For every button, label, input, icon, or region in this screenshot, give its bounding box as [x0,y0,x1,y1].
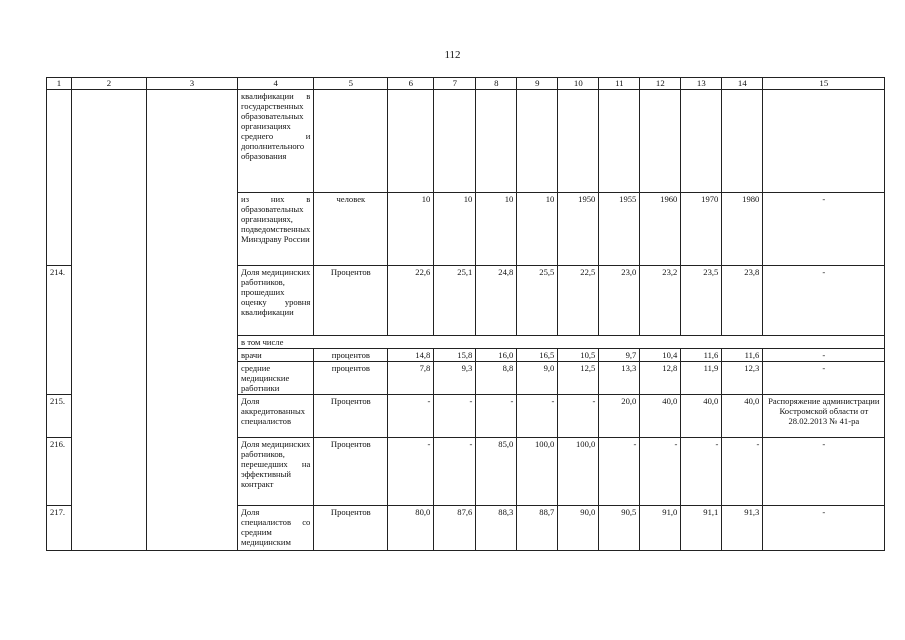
note [763,90,885,193]
value-cell: 24,8 [476,266,517,336]
page-number: 112 [444,49,461,61]
value-cell: - [434,438,476,506]
value-cell [517,90,558,193]
value-cell: 91,1 [681,506,722,551]
value-cell: - [388,395,434,438]
indicator-name: Доля специалистов со средним медицинским [238,506,314,551]
value-cell: 15,8 [434,349,476,362]
value-cell: 85,0 [476,438,517,506]
header-cell: 10 [558,78,599,90]
value-cell: 10,5 [558,349,599,362]
note: - [763,349,885,362]
indicator-name: в том числе [238,336,885,349]
unit [314,90,388,193]
indicator-name: Доля аккредитованных специалистов [238,395,314,438]
note: - [763,362,885,395]
value-cell: 22,5 [558,266,599,336]
value-cell: 10 [434,193,476,266]
header-cell: 2 [72,78,147,90]
value-cell: 23,0 [599,266,640,336]
indicator-name: квалификации в государственных образовательных организациях среднего и дополнительного образования [238,90,314,193]
value-cell: 10 [517,193,558,266]
value-cell: - [517,395,558,438]
header-cell: 5 [314,78,388,90]
value-cell: - [476,395,517,438]
header-cell: 9 [517,78,558,90]
value-cell: 1960 [640,193,681,266]
header-cell: 13 [681,78,722,90]
value-cell: 87,6 [434,506,476,551]
note: - [763,438,885,506]
note: - [763,193,885,266]
value-cell [599,90,640,193]
value-cell: 1980 [722,193,763,266]
value-cell: 10 [476,193,517,266]
value-cell: 23,5 [681,266,722,336]
row-number: 217. [47,506,72,551]
header-cell: 8 [476,78,517,90]
value-cell: - [599,438,640,506]
value-cell: 12,8 [640,362,681,395]
header-cell: 11 [599,78,640,90]
note: Распоряжение администрации Костромской области от 28.02.2013 № 41-ра [763,395,885,438]
value-cell: 22,6 [388,266,434,336]
value-cell: 12,3 [722,362,763,395]
value-cell: 40,0 [681,395,722,438]
value-cell: 11,9 [681,362,722,395]
value-cell: 1970 [681,193,722,266]
value-cell [722,90,763,193]
value-cell: 16,5 [517,349,558,362]
value-cell: 16,0 [476,349,517,362]
empty-cell [72,90,147,551]
value-cell: 12,5 [558,362,599,395]
value-cell: 40,0 [722,395,763,438]
value-cell: 7,8 [388,362,434,395]
value-cell: - [388,438,434,506]
unit: Процентов [314,506,388,551]
value-cell: 11,6 [681,349,722,362]
value-cell: 1950 [558,193,599,266]
unit: процентов [314,349,388,362]
header-cell: 12 [640,78,681,90]
unit: процентов [314,362,388,395]
header-cell: 6 [388,78,434,90]
value-cell: 100,0 [558,438,599,506]
value-cell: 80,0 [388,506,434,551]
value-cell: 11,6 [722,349,763,362]
header-cell: 14 [722,78,763,90]
header-cell: 4 [238,78,314,90]
value-cell: 88,7 [517,506,558,551]
indicator-name: Доля медицинских работников, прошедших оценку уровня квалификации [238,266,314,336]
value-cell [681,90,722,193]
value-cell [558,90,599,193]
value-cell: - [558,395,599,438]
value-cell: 90,0 [558,506,599,551]
value-cell: 91,0 [640,506,681,551]
value-cell: 9,3 [434,362,476,395]
value-cell: - [681,438,722,506]
indicator-name: врачи [238,349,314,362]
empty-cell [147,90,238,551]
value-cell: 9,7 [599,349,640,362]
value-cell: 1955 [599,193,640,266]
table-row [47,90,885,193]
unit: человек [314,193,388,266]
value-cell: 88,3 [476,506,517,551]
header-cell: 3 [147,78,238,90]
value-cell [388,90,434,193]
value-cell: 23,8 [722,266,763,336]
note: - [763,506,885,551]
value-cell: 23,2 [640,266,681,336]
value-cell: 91,3 [722,506,763,551]
value-cell: 25,5 [517,266,558,336]
header-cell: 15 [763,78,885,90]
unit: Процентов [314,266,388,336]
value-cell: 10 [388,193,434,266]
value-cell [640,90,681,193]
value-cell: 20,0 [599,395,640,438]
indicator-name: из них в образовательных организациях, подведомственных Минздраву России [238,193,314,266]
header-cell: 7 [434,78,476,90]
indicator-name: средние медицинские работники [238,362,314,395]
value-cell: 40,0 [640,395,681,438]
row-number [47,90,72,266]
value-cell: 100,0 [517,438,558,506]
header-cell: 1 [47,78,72,90]
value-cell: 14,8 [388,349,434,362]
value-cell: 13,3 [599,362,640,395]
value-cell [476,90,517,193]
row-number: 215. [47,395,72,438]
row-number: 214. [47,266,72,395]
note: - [763,266,885,336]
value-cell: - [434,395,476,438]
value-cell: 90,5 [599,506,640,551]
value-cell: - [640,438,681,506]
row-number: 216. [47,438,72,506]
value-cell: - [722,438,763,506]
indicators-table [46,77,885,551]
header-row [47,78,885,90]
value-cell: 8,8 [476,362,517,395]
value-cell [434,90,476,193]
value-cell: 25,1 [434,266,476,336]
unit: Процентов [314,438,388,506]
indicator-name: Доля медицинских работников, перешедших на эффективный контракт [238,438,314,506]
unit: Процентов [314,395,388,438]
value-cell: 9,0 [517,362,558,395]
value-cell: 10,4 [640,349,681,362]
